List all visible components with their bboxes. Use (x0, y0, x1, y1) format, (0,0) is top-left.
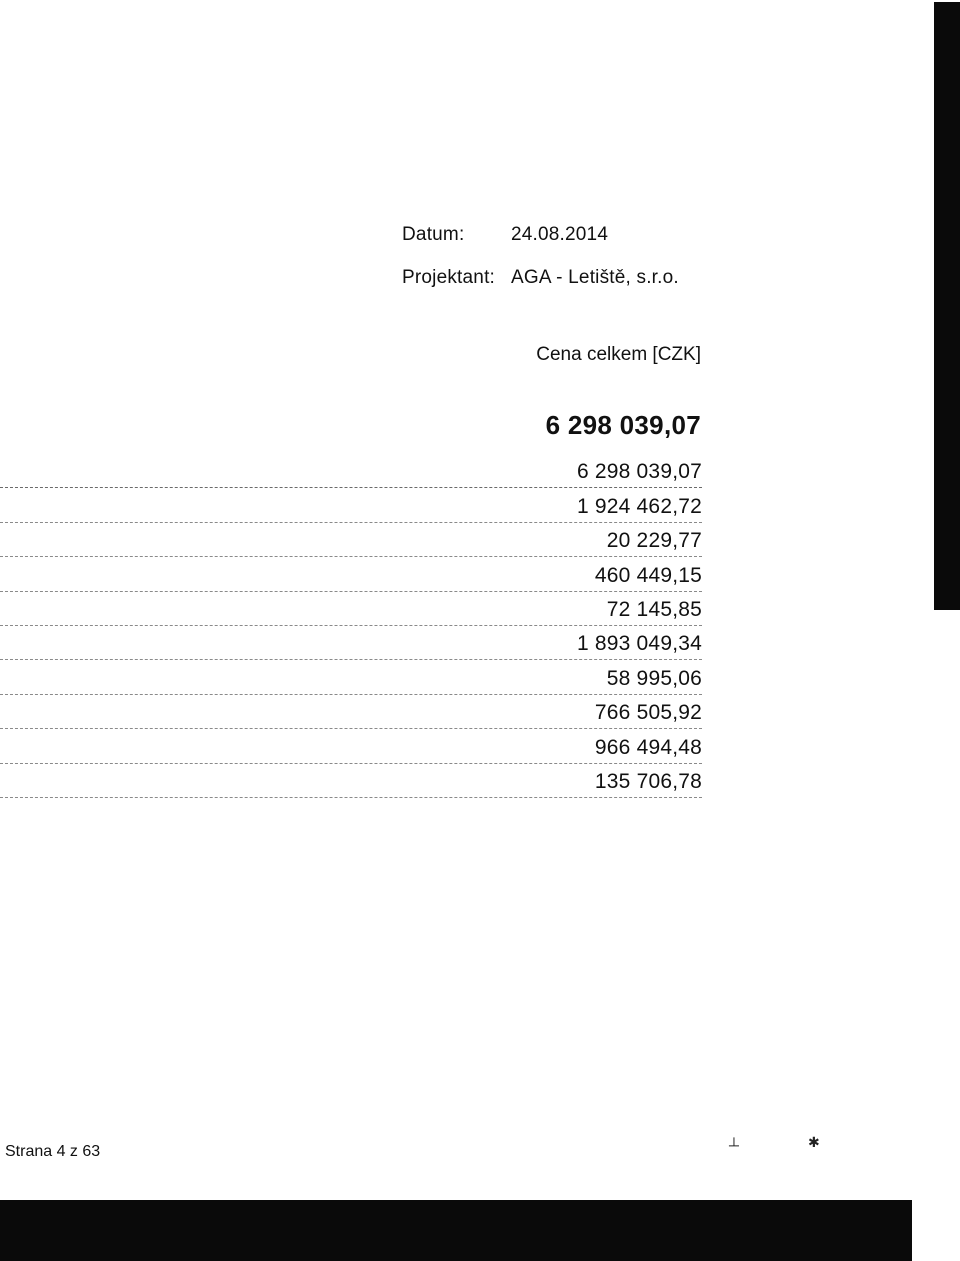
table-row (0, 729, 702, 763)
row-value: 1 924 462,72 (576, 494, 702, 518)
page-number: Strana 4 z 63 (5, 1143, 101, 1160)
row-value: 460 449,15 (594, 563, 702, 587)
designer-value: AGA - Letiště, s.r.o. (511, 267, 679, 288)
scan-speck: ✱ (808, 1134, 820, 1150)
table-row (0, 764, 702, 798)
row-value: 6 298 039,07 (576, 460, 702, 484)
table-row (0, 660, 702, 694)
row-value: 58 995,06 (606, 666, 702, 690)
scan-edge-bottom (0, 1200, 912, 1261)
table-row (0, 523, 702, 557)
table-row (0, 695, 702, 729)
scan-speck: ┴ (729, 1137, 739, 1153)
row-value: 20 229,77 (606, 529, 702, 553)
row-value: 766 505,92 (594, 701, 702, 725)
row-value: 966 494,48 (594, 735, 702, 759)
table-row (0, 488, 702, 522)
grand-total: 6 298 039,07 (545, 410, 701, 440)
table-row (0, 592, 702, 626)
scan-edge-right (934, 2, 960, 610)
price-table (0, 454, 702, 798)
row-value: 1 893 049,34 (576, 632, 702, 656)
table-row (0, 626, 702, 660)
date-value: 24.08.2014 (511, 224, 609, 245)
table-row (0, 557, 702, 591)
date-label: Datum: (402, 224, 465, 245)
designer-label: Projektant: (402, 267, 496, 288)
row-value: 72 145,85 (606, 597, 702, 621)
table-row (0, 454, 702, 488)
row-value: 135 706,78 (594, 769, 702, 793)
column-header: Cena celkem [CZK] (536, 344, 701, 365)
